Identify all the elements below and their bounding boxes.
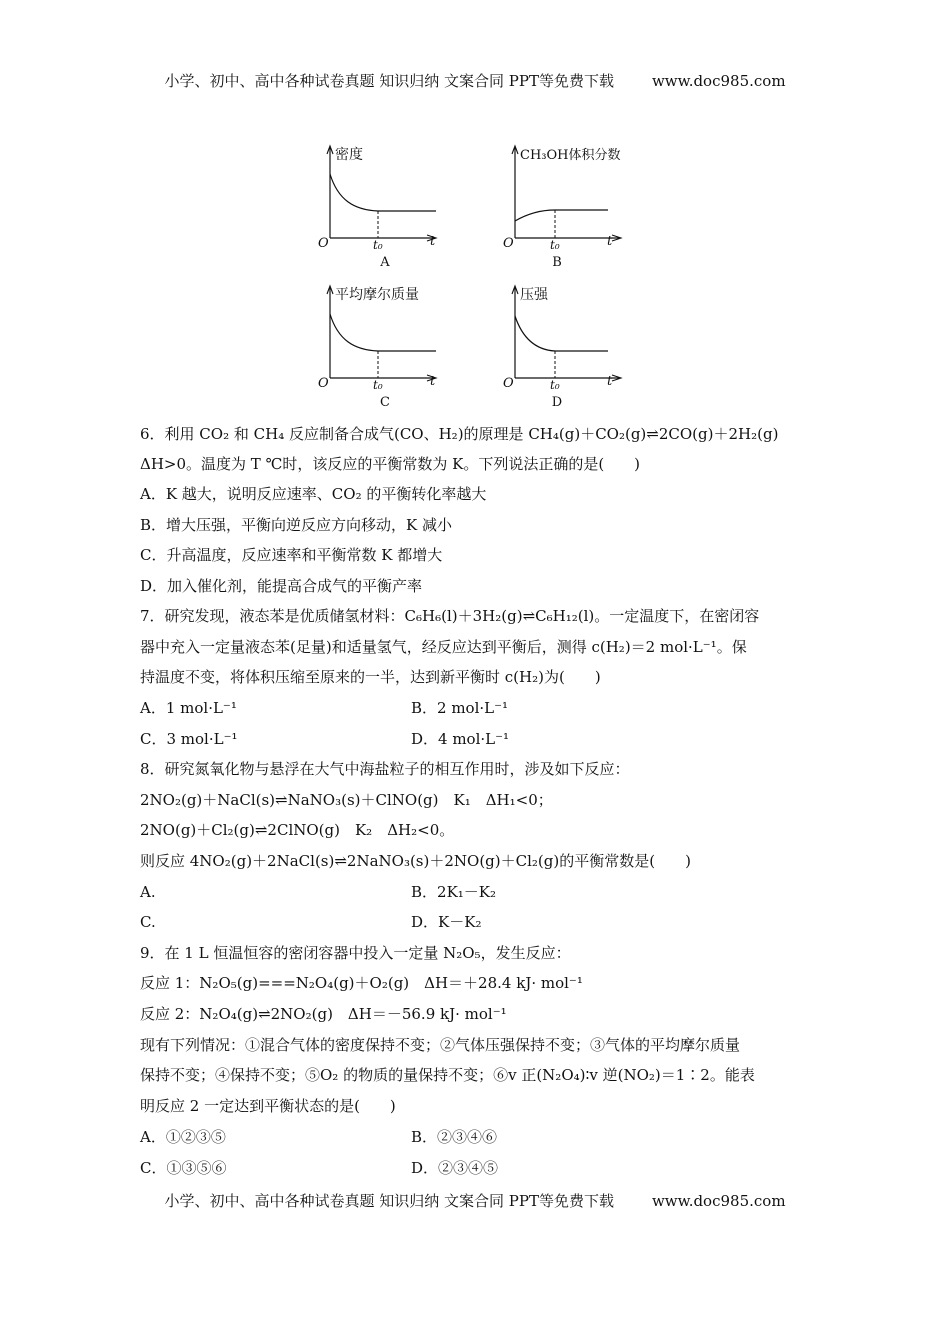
q7-option-a: A．1 mol·L⁻¹: [140, 699, 237, 717]
q7-stem-line2: 器中充入一定量液态苯(足量)和适量氢气，经反应达到平衡后，测得 c(H₂)＝2 mol·L⁻¹。保: [140, 638, 747, 656]
chart-a-t0: t₀: [373, 238, 383, 252]
chart-c: [310, 280, 470, 410]
chart-a-origin: O: [318, 236, 329, 251]
q9-option-d: D．②③④⑤: [411, 1159, 499, 1177]
q6-option-c: C．升高温度，反应速率和平衡常数 K 都增大: [140, 546, 443, 564]
q7-option-b: B．2 mol·L⁻¹: [411, 699, 509, 717]
q9-reaction-2: 反应 2：N₂O₄(g)⇌2NO₂(g) ΔH＝－56.9 kJ· mol⁻¹: [140, 1005, 507, 1023]
chart-a-graphic: [310, 140, 470, 270]
page-header: [0, 70, 950, 91]
q7-stem-line3: 持温度不变，将体积压缩至原来的一半，达到新平衡时 c(H₂)为( ): [140, 668, 601, 686]
q9-option-c: C．①③⑤⑥: [140, 1159, 227, 1177]
chart-a-caption: A: [380, 255, 390, 270]
chart-c-ylabel: 平均摩尔质量: [335, 287, 419, 303]
chart-d-origin: O: [503, 376, 514, 391]
chart-d-ylabel: 压强: [520, 287, 548, 303]
chart-b-origin: O: [503, 236, 514, 251]
chart-b-ylabel: CH₃OH体积分数: [520, 148, 621, 163]
footer-site: www.doc985.com: [651, 1192, 786, 1210]
q6-option-d: D．加入催化剂，能提高合成气的平衡产率: [140, 577, 423, 595]
chart-b: [495, 140, 655, 270]
footer-text: 小学、初中、高中各种试卷真题 知识归纳 文案合同 PPT等免费下载: [164, 1192, 614, 1210]
q9-stem-line1: 9．在 1 L 恒温恒容的密闭容器中投入一定量 N₂O₅，发生反应：: [140, 944, 571, 962]
chart-d: [495, 280, 655, 410]
q6-option-a: A．K 越大，说明反应速率、CO₂ 的平衡转化率越大: [140, 485, 487, 503]
q8-reaction-2: 2NO(g)＋Cl₂(g)⇌2ClNO(g) K₂ ΔH₂<0。: [140, 821, 455, 839]
chart-a-ylabel: 密度: [335, 147, 363, 163]
q7-option-d: D．4 mol·L⁻¹: [411, 730, 510, 748]
chart-d-graphic: [495, 280, 655, 410]
q8-option-b: B．2K₁－K₂: [411, 883, 497, 901]
q7-stem-line1: 7．研究发现，液态苯是优质储氢材料：C₆H₆(l)＋3H₂(g)⇌C₆H₁₂(l)。一定温度下，在密闭容: [140, 607, 760, 625]
chart-c-origin: O: [318, 376, 329, 391]
chart-d-t: t: [607, 374, 613, 389]
chart-c-caption: C: [380, 395, 390, 410]
q7-option-c: C．3 mol·L⁻¹: [140, 730, 238, 748]
chart-c-t0: t₀: [373, 378, 383, 392]
chart-a-t: t: [430, 234, 436, 249]
q9-stem-line4: 明反应 2 一定达到平衡状态的是( ): [140, 1097, 396, 1115]
page-footer: [0, 1190, 950, 1211]
q6-stem-line2: ΔH>0。温度为 T ℃时，该反应的平衡常数为 K。下列说法正确的是( ): [140, 455, 641, 473]
q9-option-a: A．①②③⑤: [140, 1128, 226, 1146]
chart-b-t: t: [607, 234, 613, 249]
q9-stem-line3: 保持不变；④保持不变；⑤O₂ 的物质的量保持不变；⑥v 正(N₂O₄)∶v 逆(NO₂)＝1∶2。能表: [140, 1066, 755, 1084]
chart-d-t0: t₀: [550, 378, 560, 392]
q8-option-d: D．K－K₂: [411, 913, 482, 931]
chart-c-t: t: [430, 374, 436, 389]
q8-stem-line1: 8．研究氮氧化物与悬浮在大气中海盐粒子的相互作用时，涉及如下反应：: [140, 760, 630, 778]
q9-option-b: B．②③④⑥: [411, 1128, 498, 1146]
header-text: 小学、初中、高中各种试卷真题 知识归纳 文案合同 PPT等免费下载: [164, 72, 614, 90]
q8-stem-line2: 则反应 4NO₂(g)＋2NaCl(s)⇌2NaNO₃(s)＋2NO(g)＋Cl₂(g)的平衡常数是( ): [140, 852, 691, 870]
chart-b-caption: B: [552, 255, 562, 270]
header-site: www.doc985.com: [651, 72, 786, 90]
q9-reaction-1: 反应 1：N₂O₅(g)===N₂O₄(g)＋O₂(g) ΔH＝＋28.4 kJ· mol⁻¹: [140, 974, 583, 992]
chart-b-t0: t₀: [550, 238, 560, 252]
q8-reaction-1: 2NO₂(g)＋NaCl(s)⇌NaNO₃(s)＋ClNO(g) K₁ ΔH₁<0；: [140, 791, 553, 809]
chart-a: [310, 140, 470, 270]
q6-stem-line1: 6．利用 CO₂ 和 CH₄ 反应制备合成气(CO、H₂)的原理是 CH₄(g)＋CO₂(g)⇌2CO(g)＋2H₂(g): [140, 425, 779, 443]
q6-option-b: B．增大压强，平衡向逆反应方向移动，K 减小: [140, 516, 452, 534]
q8-option-a: A.: [140, 883, 156, 901]
chart-grid: [300, 140, 630, 410]
chart-d-caption: D: [551, 395, 563, 410]
q9-stem-line2: 现有下列情况：①混合气体的密度保持不变；②气体压强保持不变；③气体的平均摩尔质量: [140, 1036, 741, 1054]
q8-option-c: C.: [140, 913, 156, 931]
